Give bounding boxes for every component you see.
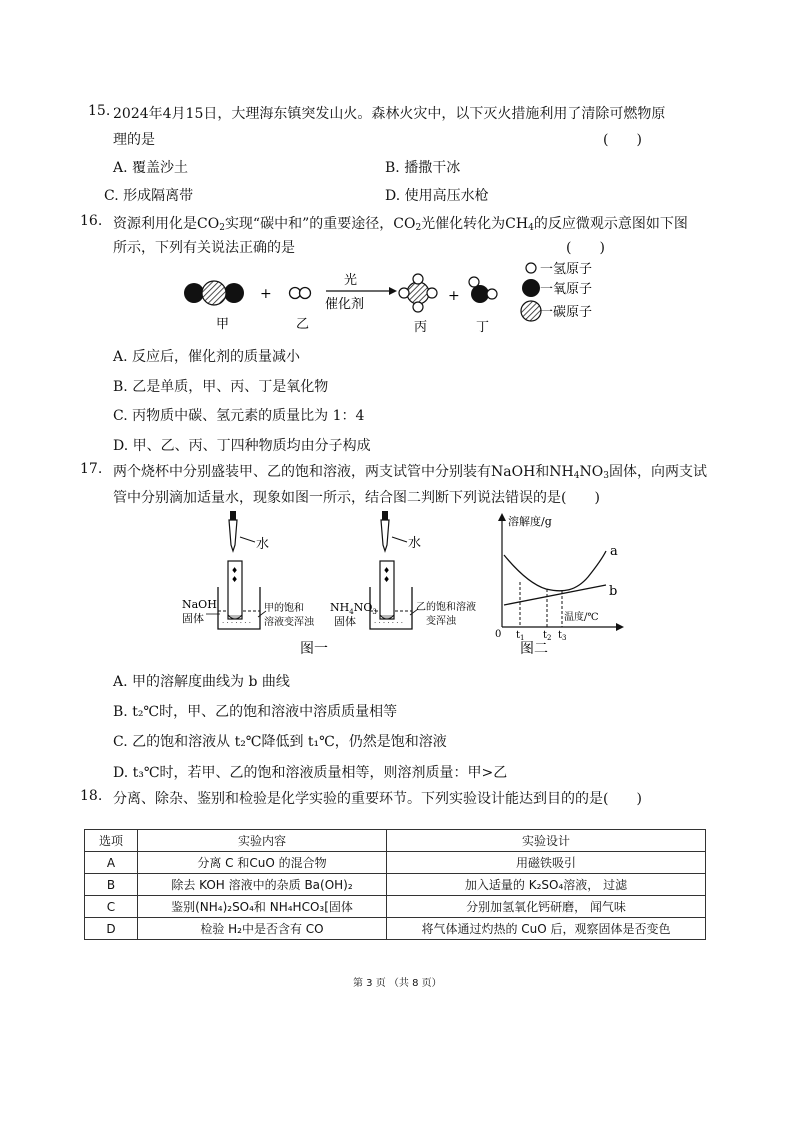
fig1-left-setup <box>182 511 315 629</box>
arrow-condition-catalyst: 催化剂 <box>325 297 365 312</box>
fig2-ylabel: 溶解度/g <box>508 515 552 528</box>
q16-option-b: B. 乙是单质，甲、丙、丁是氧化物 <box>113 379 329 395</box>
plus-sign-1: + <box>260 286 272 302</box>
q15-answer-paren: ( ) <box>603 132 642 148</box>
svg-text:♦: ♦ <box>383 566 391 575</box>
fig2-curve-b-label: b <box>609 584 618 599</box>
fig1-left-solid-2: 固体 <box>182 612 204 625</box>
fig2-tick-t1: $t_1$ <box>516 630 525 642</box>
q17-option-b: B. t₂℃时，甲、乙的饱和溶液中溶质质量相等 <box>113 704 398 720</box>
table-row: B 除去 KOH 溶液中的杂质 Ba(OH)₂ 加入适量的 K₂SO₄溶液， 过滤 <box>85 874 706 896</box>
q17-stem-line2: 管中分别滴加适量水，现象如图一所示，结合图二判断下列说法错误的是( ) <box>113 490 600 506</box>
fig1-right-setup <box>330 511 476 629</box>
q18-number: 18. <box>80 788 103 804</box>
fig1-left-water-label: 水 <box>256 537 270 552</box>
q16-option-d: D. 甲、乙、丙、丁四种物质均由分子构成 <box>113 438 371 454</box>
q15-number: 15. <box>88 103 111 119</box>
q18-table <box>84 829 706 940</box>
q17-number: 17. <box>80 461 103 477</box>
q17-option-a: A. 甲的溶解度曲线为 b 曲线 <box>113 674 290 690</box>
label-ding: 丁 <box>476 320 490 335</box>
fig1-right-water-label: 水 <box>408 536 422 551</box>
q16-answer-paren: ( ) <box>566 240 605 256</box>
fig1-right-solid-2: 固体 <box>334 615 356 628</box>
q15-stem-line1: 2024年4月15日，大理海东镇突发山火。森林火灾中，以下灭火措施利用了清除可燃物原 <box>113 106 666 122</box>
q15-option-b: B. 播撒干冰 <box>385 160 461 176</box>
fig2-tick-t2: $t_2$ <box>543 630 552 642</box>
svg-text:一碳原子: 一碳原子 <box>540 305 593 320</box>
fig1-left-note-1: 甲的饱和 <box>264 603 304 614</box>
fig1-caption: 图一 <box>300 641 328 657</box>
fig2-curve-b <box>504 585 606 605</box>
fig1-right-note-2: 变浑浊 <box>426 616 456 627</box>
svg-text:♦: ♦ <box>231 575 239 584</box>
q17-option-d: D. t₃℃时，若甲、乙的饱和溶液质量相等，则溶剂质量：甲>乙 <box>113 765 508 781</box>
fig2-solubility-graph <box>495 513 624 642</box>
plus-sign-2: + <box>448 288 460 304</box>
label-jia: 甲 <box>216 317 230 332</box>
fig1-left-note-2: 溶液变浑浊 <box>264 617 314 628</box>
q15-option-a: A. 覆盖沙土 <box>113 160 189 176</box>
table-row: D 检验 H₂中是否含有 CO 将气体通过灼热的 CuO 后，观察固体是否变色 <box>85 918 706 940</box>
svg-text:♦: ♦ <box>383 575 391 584</box>
fig1-right-note-1: 乙的饱和溶液 <box>416 602 476 613</box>
q17-option-c: C. 乙的饱和溶液从 t₂℃降低到 t₁℃，仍然是饱和溶液 <box>113 734 447 750</box>
q16-reaction-diagram <box>170 256 630 338</box>
q15-option-c: C. 形成隔离带 <box>104 188 194 204</box>
q16-stem-line2: 所示，下列有关说法正确的是 <box>113 240 295 256</box>
table-header-row <box>85 830 706 852</box>
co2-molecule <box>184 281 244 305</box>
ch4-molecule <box>399 274 437 312</box>
q15-stem-line2: 理的是 <box>113 132 155 148</box>
q17-stem-line1: 两个烧杯中分别盛装甲、乙的饱和溶液，两支试管中分别装有NaOH和$NH_4NO_3$固体，向两支试 <box>113 464 707 481</box>
h2o-molecule <box>469 277 497 303</box>
q17-figures <box>178 507 628 659</box>
q16-option-c: C. 丙物质中碳、氢元素的质量比为 1：4 <box>113 408 365 424</box>
fig2-origin: 0 <box>495 629 502 640</box>
header-content: 实验内容 <box>138 830 387 852</box>
page-footer: 第 3 页 （共 8 页） <box>353 978 442 989</box>
svg-text:♦: ♦ <box>231 566 239 575</box>
q16-number: 16. <box>80 213 103 229</box>
h2-molecule <box>290 288 311 299</box>
q16-option-a: A. 反应后，催化剂的质量减小 <box>113 349 301 365</box>
header-design: 实验设计 <box>387 830 706 852</box>
fig1-left-solid-1: NaOH <box>182 598 217 611</box>
fig2-caption: 图二 <box>520 641 548 657</box>
arrow-condition-light: 光 <box>344 273 358 288</box>
label-yi: 乙 <box>296 317 310 332</box>
svg-text:一氢原子: 一氢原子 <box>540 262 593 277</box>
q16-stem-line1: 资源利用化是$CO_2$实现“碳中和”的重要途径，$CO_2$光催化转化为$CH_4$的反应微观示意图如下图 <box>113 216 688 233</box>
fig2-curve-a <box>504 551 606 591</box>
fig2-curve-a-label: a <box>610 544 618 559</box>
q15-option-d: D. 使用高压水枪 <box>385 188 489 204</box>
table-row: C 鉴别(NH₄)₂SO₄和 NH₄HCO₃[固体 分别加氢氧化钙研磨， 闻气味 <box>85 896 706 918</box>
atom-legend <box>521 262 592 321</box>
svg-text:· · · · · · ·: · · · · · · · <box>374 619 403 627</box>
q18-stem: 分离、除杂、鉴别和检验是化学实验的重要环节。下列实验设计能达到目的的是( ) <box>113 791 642 807</box>
fig2-xlabel: 温度/℃ <box>564 612 599 623</box>
fig2-tick-t3: $t_3$ <box>558 630 567 642</box>
svg-text:一氧原子: 一氧原子 <box>540 282 593 297</box>
fig1-right-solid-1: $NH_4NO_3$ <box>330 601 377 616</box>
label-bing: 丙 <box>414 320 428 335</box>
svg-text:· · · · · · ·: · · · · · · · <box>222 619 251 627</box>
header-option: 选项 <box>85 830 138 852</box>
table-row: A 分离 C 和CuO 的混合物 用磁铁吸引 <box>85 852 706 874</box>
